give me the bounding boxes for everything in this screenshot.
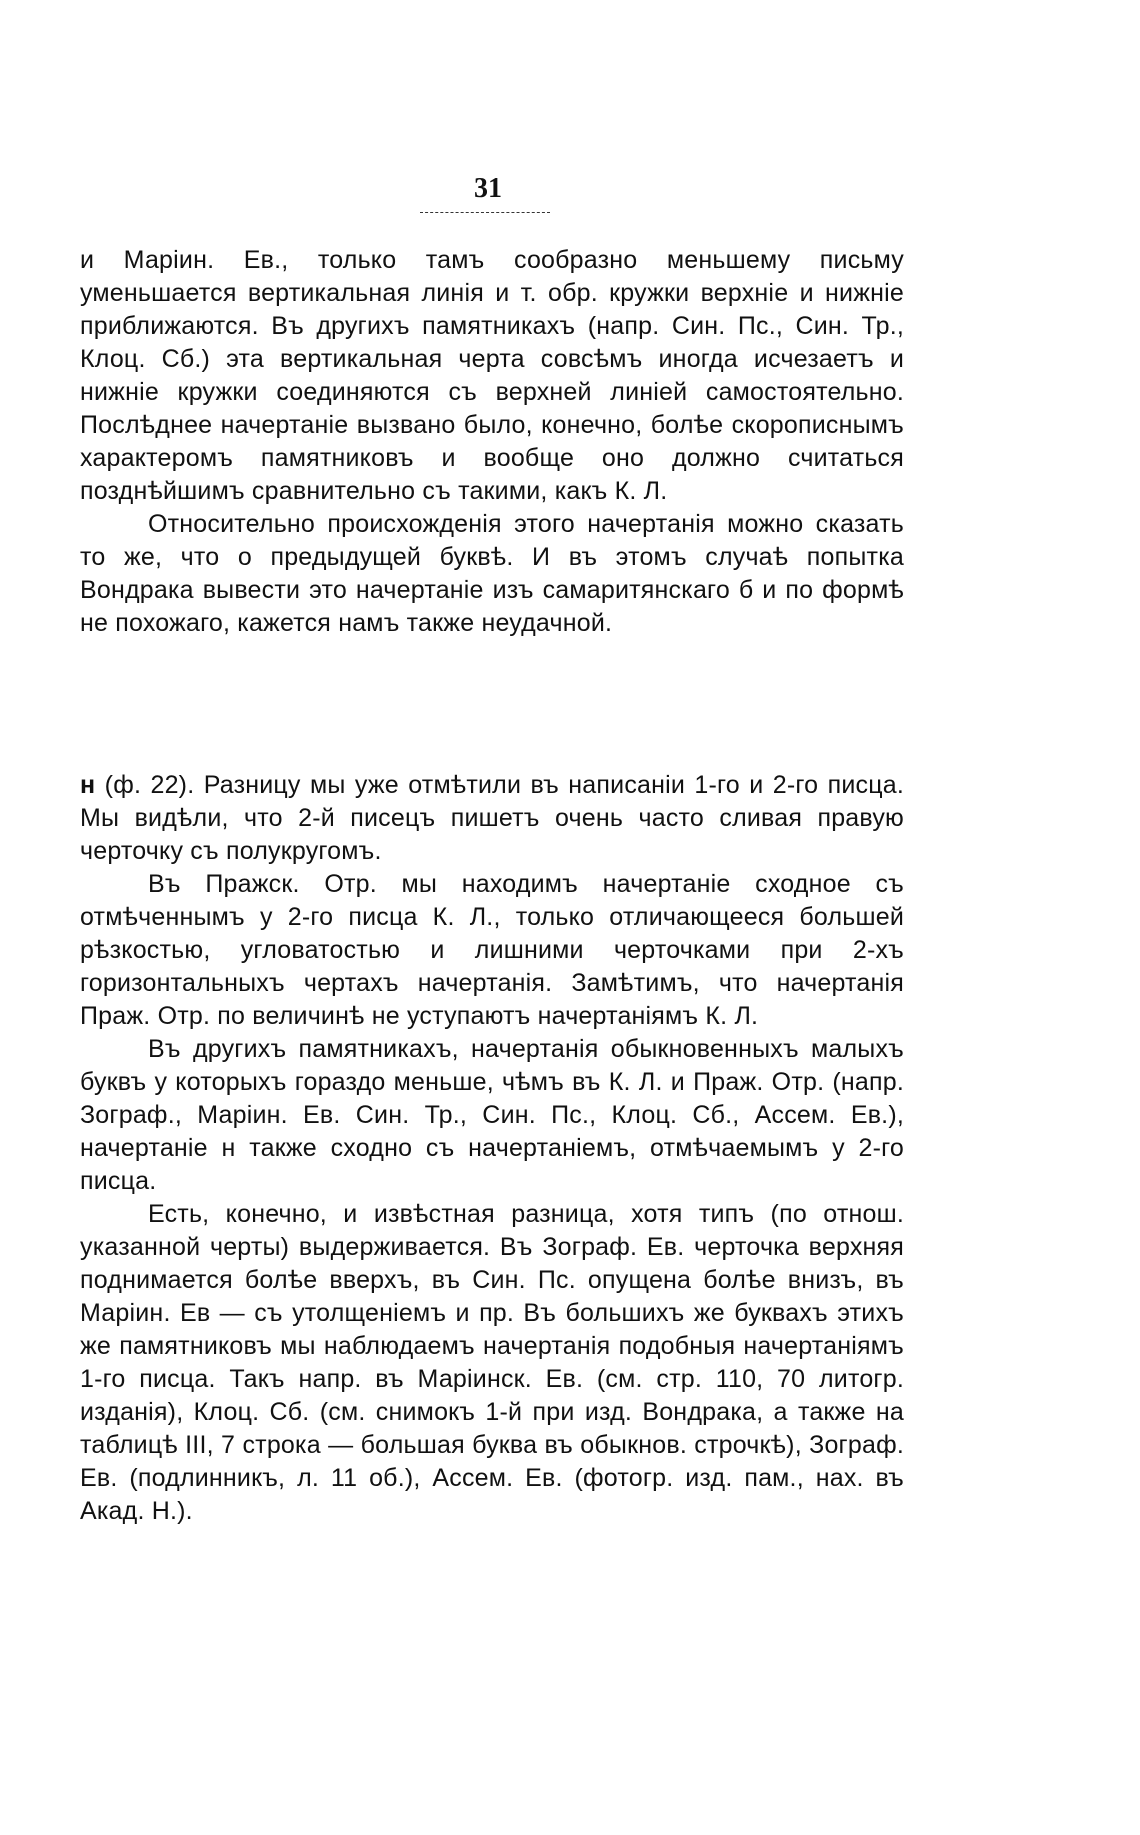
paragraph-other-monuments: Въ другихъ памятникахъ, начертанія обыкновенныхъ малыхъ буквъ у которыхъ гораздо меньше, чѣмъ въ К. Л. и Праж. Отр. (напр. Зограф., Маріин. Ев. Син. Тр., Син. Пс., Клоц. Сб., Ассем. Ев.), начертаніе н также сходно съ начертаніемъ, отмѣчаемымъ у 2-го писца. — [80, 1035, 904, 1195]
paragraph-origin: Относительно происхожденія этого начертанія можно сказать то же, что о предыдущей буквѣ. И въ этомъ случаѣ попытка Вондрака вывести это начертаніе изъ самаритянскаго б и по формѣ не похожаго, кажется намъ также неудачной. — [80, 510, 904, 637]
header-rule — [420, 212, 550, 213]
section-letter: н — [80, 771, 96, 799]
section-n-intro — [80, 769, 904, 868]
paragraph-continuation: и Маріин. Ев., только тамъ сообразно меньшему письму уменьшается вертикальная линія и т. обр. кружки верхніе и нижніе приближаются. Въ другихъ памятникахъ (напр. Син. Пс., Син. Тр., Клоц. Сб.) эта вертикальная черта совсѣмъ иногда исчезаетъ и нижніе кружки соединяются съ верхней линіей самостоятельно. Послѣднее начертаніе вызвано было, конечно, болѣе скорописнымъ характеромъ памятниковъ и вообще оно должно считаться позднѣйшимъ сравнительно съ такими, какъ К. Л. — [80, 246, 904, 505]
paragraph-prague: Въ Пражск. Отр. мы находимъ начертаніе сходное съ отмѣченнымъ у 2-го писца К. Л., только отличающееся большей рѣзкостью, угловатостью и лишними черточками при 2-хъ горизонтальныхъ чертахъ начертанія. Замѣтимъ, что начертанія Праж. Отр. по величинѣ не уступаютъ начертаніямъ К. Л. — [80, 870, 904, 1030]
section-intro-text: Разницу мы уже отмѣтили въ написаніи 1-го и 2-го писца. Мы видѣли, что 2-й писецъ пишетъ очень часто сливая правую черточку съ полукругомъ. — [80, 771, 904, 865]
text-block-section-n — [80, 769, 904, 1528]
section-folio-ref: (ф. 22). — [104, 771, 195, 799]
page-number: 31 — [474, 173, 502, 204]
text-block-top — [80, 244, 904, 640]
paragraph-differences: Есть, конечно, и извѣстная разница, хотя типъ (по отнош. указанной черты) выдерживается. Въ Зограф. Ев. черточка верхняя поднимается болѣе вверхъ, въ Син. Пс. опущена болѣе внизъ, въ Маріин. Ев — съ утолщеніемъ и пр. Въ большихъ же буквахъ этихъ же памятниковъ мы наблюдаемъ начертанія подобныя начертаніямъ 1-го писца. Такъ напр. въ Маріинск. Ев. (см. стр. 110, 70 литогр. изданія), Клоц. Сб. (см. снимокъ 1-й при изд. Вондрака, а также на таблицѣ III, 7 строка — большая буква въ обыкнов. строчкѣ), Зограф. Ев. (подлинникъ, л. 11 об.), Ассем. Ев. (фотогр. изд. пам., нах. въ Акад. Н.). — [80, 1200, 904, 1525]
